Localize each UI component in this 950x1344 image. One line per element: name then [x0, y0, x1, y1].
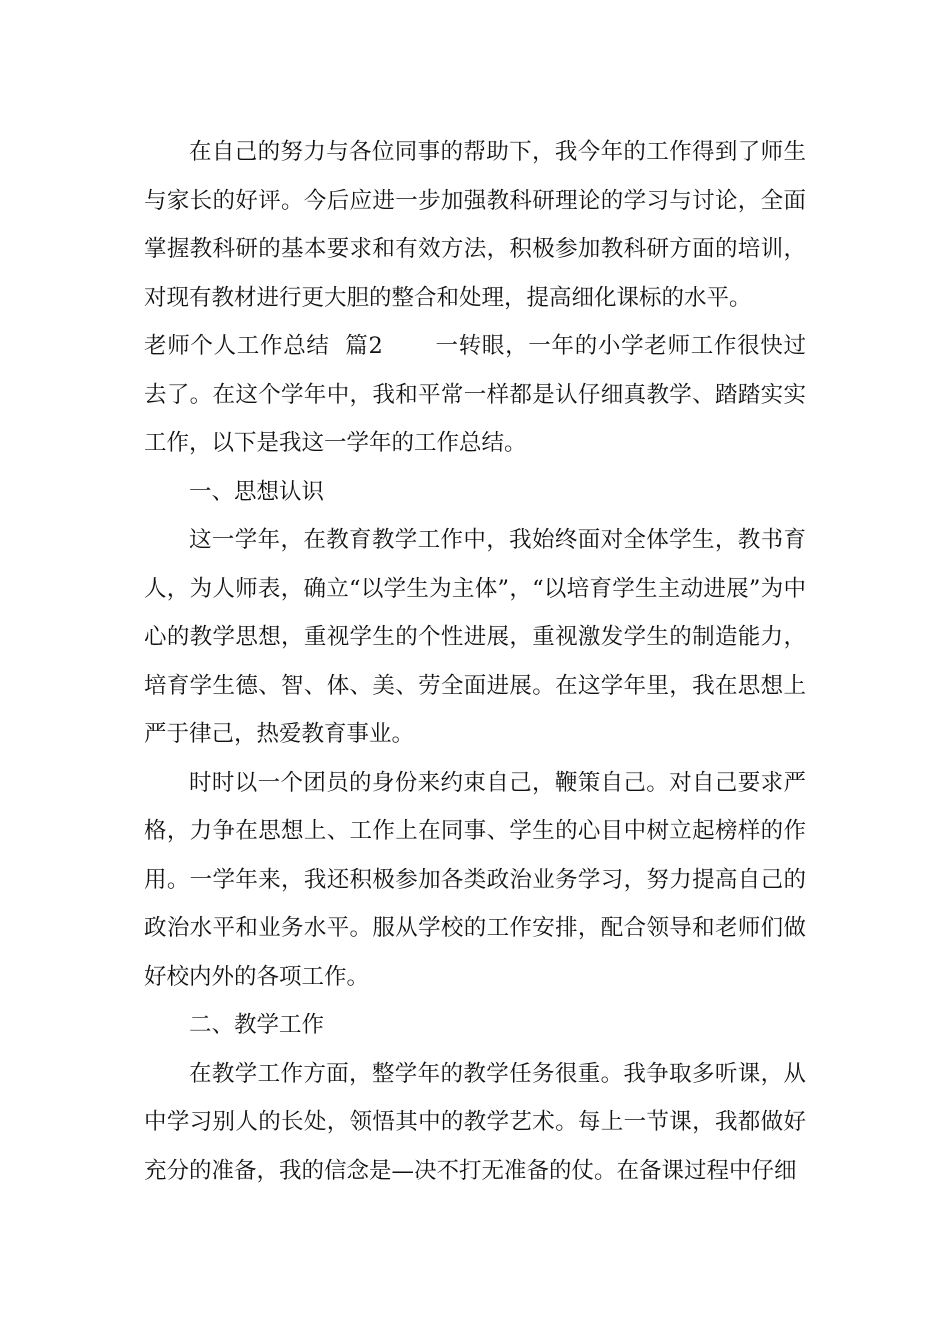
ideology-paragraph-1: 这一学年，在教育教学工作中，我始终面对全体学生，教书育人，为人师表，确立“以学生为主体”，“以培育学生主动进展”为中心的教学思想，重视学生的个性进展，重视激发学生的制造能力，培育学生德、智、体、美、劳全面进展。在这学年里，我在思想上严于律己，热爱教育事业。: [144, 527, 806, 747]
heading-ideology: 一、思想认识: [189, 478, 325, 505]
section-intro-paragraph: [144, 322, 806, 468]
section-intro-text: 一转眼，一年的小学老师工作很快过去了。在这个学年中，我和平常一样都是认仔细真教学、踏踏实实工作，以下是我这一学年的工作总结。: [144, 333, 806, 456]
closing-paragraph: 在自己的努力与各位同事的帮助下，我今年的工作得到了师生与家长的好评。今后应进一步加强教科研理论的学习与讨论，全面掌握教科研的基本要求和有效方法，积极参加教科研方面的培训，对现有教材进行更大胆的整合和处理，提高细化课标的水平。: [144, 139, 806, 311]
ideology-paragraph-2: 时时以一个团员的身份来约束自己，鞭策自己。对自己要求严格，力争在思想上、工作上在同事、学生的心目中树立起榜样的作用。一学年来，我还积极参加各类政治业务学习，努力提高自己的政治水平和业务水平。服从学校的工作安排，配合领导和老师们做好校内外的各项工作。: [144, 769, 806, 990]
teaching-paragraph-1: 在教学工作方面，整学年的教学任务很重。我争取多听课，从中学习别人的长处，领悟其中的教学艺术。每上一节课，我都做好充分的准备，我的信念是—决不打无准备的仗。在备课过程中仔细: [144, 1060, 806, 1184]
section-title: 老师个人工作总结 篇2: [144, 333, 383, 359]
heading-teaching: 二、教学工作: [189, 1012, 325, 1038]
document-body: [144, 128, 806, 1195]
